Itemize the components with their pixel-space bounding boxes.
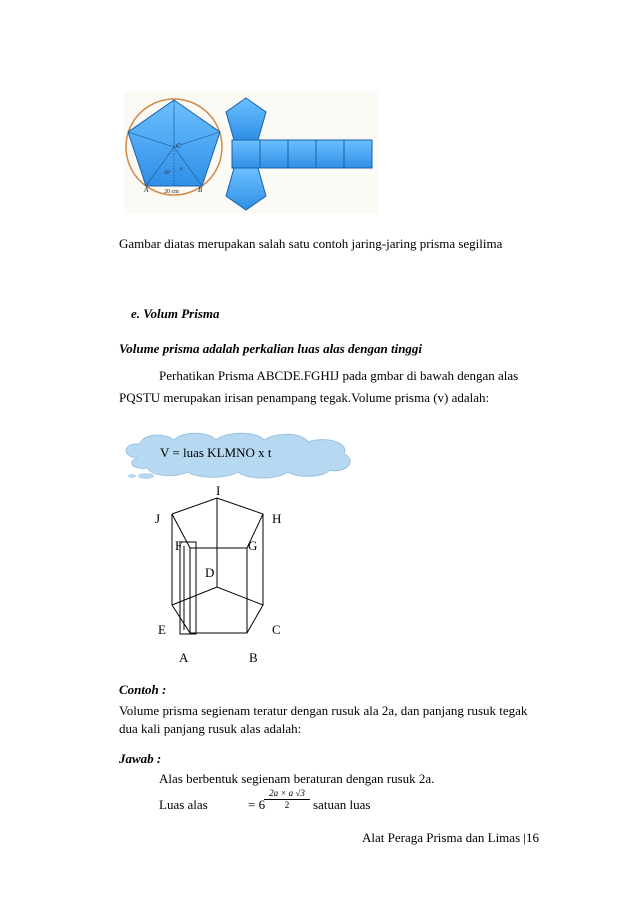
example-heading: Contoh : <box>119 682 167 697</box>
figure-caption: Gambar diatas merupakan salah satu contoh jaring-jaring prisma segilima <box>119 236 503 251</box>
answer-heading: Jawab : <box>119 751 162 766</box>
example-line-1: Volume prisma segienam teratur dengan rusuk ala 2a, dan panjang rusuk tegak <box>119 703 528 718</box>
net-face-5 <box>344 140 372 168</box>
prism-label-c: C <box>272 622 281 637</box>
net-face-4 <box>316 140 344 168</box>
prism-label-d: D <box>205 565 215 580</box>
prism-label-b: B <box>249 650 258 665</box>
base-area-unit: satuan luas <box>313 797 371 812</box>
net-label-a: A <box>144 186 149 194</box>
net-face-1 <box>232 140 260 168</box>
formula-cloud <box>118 430 358 480</box>
prism-label-i: I <box>216 483 221 498</box>
fraction-denominator: 2 <box>284 800 290 810</box>
example-line-2: dua kali panjang rusuk alas adalah: <box>119 721 302 736</box>
net-top-pentagon <box>226 98 266 140</box>
prism-net-svg <box>124 92 378 214</box>
net-label-c: C <box>176 142 181 150</box>
definition-text: Volume prisma adalah perkalian luas alas dengan tinggi <box>119 341 423 356</box>
section-title: e. Volum Prisma <box>131 306 220 321</box>
net-label-angle: 36° <box>164 171 171 176</box>
prism-label-e: E <box>158 622 166 637</box>
paragraph-line-1: Perhatikan Prisma ABCDE.FGHIJ pada gmbar di bawah dengan alas <box>159 368 519 383</box>
answer-line-1: Alas berbentuk segienam beraturan dengan rusuk 2a. <box>159 771 435 786</box>
paragraph-line-2: PQSTU merupakan irisan penampang tegak.Volume prisma (v) adalah: <box>119 390 490 405</box>
prism-label-g: G <box>248 538 258 553</box>
prism-label-a: A <box>179 650 189 665</box>
base-area-label: Luas alas <box>159 797 208 812</box>
net-bottom-pentagon <box>226 168 266 210</box>
fraction-numerator: 2a × a √3 <box>264 788 310 800</box>
net-face-3 <box>288 140 316 168</box>
net-label-b: B <box>198 186 203 194</box>
base-area-fraction <box>264 788 310 811</box>
base-area-eq: = 6 <box>248 797 266 812</box>
prism-label-h: H <box>272 511 282 526</box>
formula-text: V = luas KLMNO x t <box>160 445 272 460</box>
prism-label-j: J <box>155 511 161 526</box>
net-label-a-small: a <box>180 167 183 172</box>
prism-svg <box>150 480 300 670</box>
prism-label-f: F <box>175 538 183 553</box>
prism-net-figure <box>124 92 378 214</box>
net-label-side: 20 cm <box>164 189 179 195</box>
prism-diagram <box>150 480 300 670</box>
page-footer: Alat Peraga Prisma dan Limas |16 <box>362 830 539 845</box>
net-face-2 <box>260 140 288 168</box>
